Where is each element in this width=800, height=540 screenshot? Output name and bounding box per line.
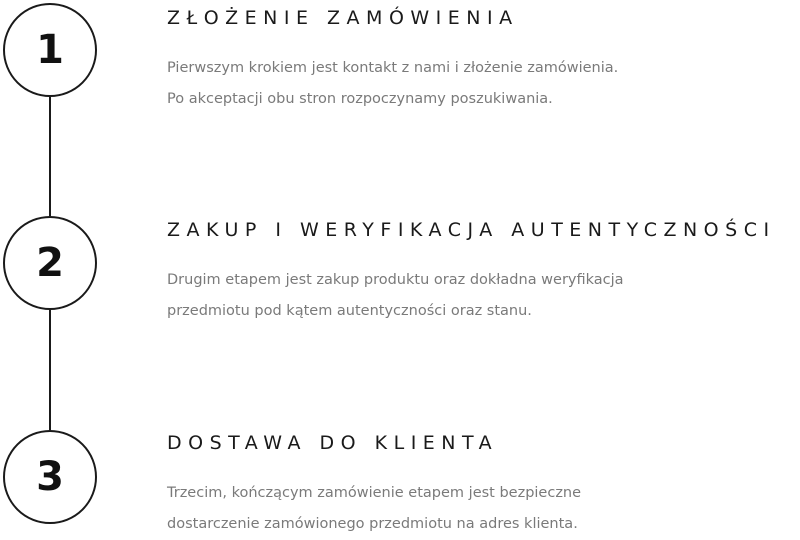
timeline-connector-1-2 xyxy=(49,97,51,216)
step-3-title: DOSTAWA DO KLIENTA xyxy=(167,432,499,454)
step-2-number: 2 xyxy=(36,240,64,286)
step-2-number-circle xyxy=(3,216,97,310)
step-3-description-line-1: Trzecim, kończącym zamówienie etapem jest bezpieczne xyxy=(167,485,582,501)
step-3-content xyxy=(167,432,800,540)
step-1-number-circle xyxy=(3,3,97,97)
step-3-number: 3 xyxy=(36,454,64,500)
step-2-description-line-1: Drugim etapem jest zakup produktu oraz dokładna weryfikacja xyxy=(167,272,624,288)
step-1-content xyxy=(167,7,800,115)
step-1-number: 1 xyxy=(36,27,64,73)
step-1-description-line-2: Po akceptacji obu stron rozpoczynamy poszukiwania. xyxy=(167,91,553,107)
step-2-content xyxy=(167,219,800,327)
step-2-title: ZAKUP I WERYFIKACJA AUTENTYCZNOŚCI xyxy=(167,219,776,241)
step-2-description xyxy=(167,265,800,327)
timeline-connector-2-3 xyxy=(49,310,51,430)
step-2-description-line-2: przedmiotu pod kątem autentyczności oraz stanu. xyxy=(167,303,532,319)
step-3-description-line-2: dostarczenie zamówionego przedmiotu na adres klienta. xyxy=(167,516,578,532)
step-1-description-line-1: Pierwszym krokiem jest kontakt z nami i złożenie zamówienia. xyxy=(167,60,619,76)
step-3-number-circle xyxy=(3,430,97,524)
step-1-title: ZŁOŻENIE ZAMÓWIENIA xyxy=(167,7,519,29)
step-1-description xyxy=(167,53,800,115)
